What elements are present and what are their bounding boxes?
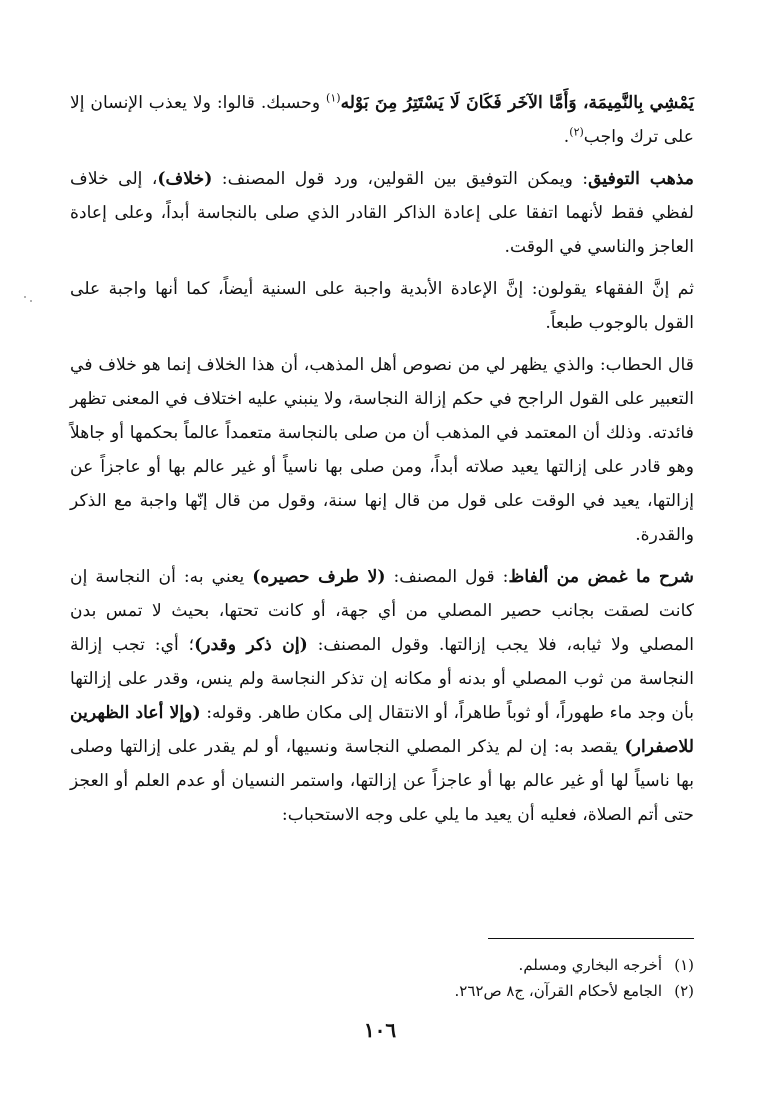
footnote-1-text: أخرجه البخاري ومسلم. [518,956,662,974]
page-number: ١٠٦ [363,1018,397,1042]
footnote-2-text: الجامع لأحكام القرآن، ج٨ ص٢٦٢. [454,982,662,1000]
paragraph-5-text-3: ؛ أي: تجب إزالة النجاسة من ثوب المصلي أو بدنه أو مكانه إن تذكر النجاسة ولم ينس، وقدر على إزالتها بأن وجد ماء طهوراً، أو ثوباً طاهراً، أو الانتقال إلى مكان طاهر. وقوله: [70,635,694,723]
paragraph-2 [70,162,694,264]
footnote-1 [70,952,694,978]
term-dhakar: (إن ذكر وقدر) [194,635,308,655]
footnote-ref-1[interactable]: (١) [326,91,341,105]
footnote-2-number: (٢) [674,982,694,1000]
scan-speck [30,300,32,302]
footnote-ref-2[interactable]: (٢) [569,125,584,139]
paragraph-3: ثم إنَّ الفقهاء يقولون: إنَّ الإعادة الأبدية واجبة على السنية أيضاً، كما أنها واجبة على القول بالوجوب طبعاً. [70,279,694,333]
section-heading-tawfiq: مذهب التوفيق [588,169,694,189]
section-heading-sharh: شرح ما غمض من ألفاظ [508,567,695,587]
main-text [70,86,694,832]
paragraph-5-text-2: يعني به: أن النجاسة إن كانت لصقت بجانب حصير المصلي من أي جهة، أو كانت تحتها، بحيث لا تمس بدن المصلي ولا ثيابه، فلا يجب إزالتها. وقول المصنف: [70,567,694,655]
paragraph-5-text-1: : قول المصنف: [385,567,509,587]
paragraph-5-text-4: يقصد به: إن لم يذكر المصلي النجاسة ونسيها، أو لم يقدر على إزالتها وصلى بها ناسياً لها أو غير عالم بها أو عاجزاً عن إزالتها، واستمر النسيان أو عدم العلم أو العجز حتى أتم الصلاة، فعليه أن يعيد ما يلي على وجه الاستحباب: [70,737,694,825]
paragraph-1 [70,86,694,154]
paragraph-1-text: وحسبك. قالوا: ولا يعذب الإنسان إلا على ترك واجب [70,93,694,147]
paragraph-2-text-2: ، إلى خلاف لفظي فقط لأنهما اتفقا على إعادة الذاكر القادر الذي صلى بالنجاسة أبداً، وعلى إعادة العاجز والناسي في الوقت. [70,169,694,257]
footnote-1-number: (١) [674,956,694,974]
paragraph-5 [70,560,694,832]
footnote-divider [488,938,694,939]
paragraph-4: قال الحطاب: والذي يظهر لي من نصوص أهل المذهب، أن هذا الخلاف إنما هو خلاف في التعبير على القول الراجح في حكم إزالة النجاسة، ولا ينبني عليه اختلاف في المعنى تظهر فائدته. وذلك أن المعتمد في المذهب أن من صلى بالنجاسة متعمداً عالماً بحكمها أو جاهلاً وهو قادر على إزالتها يعيد صلاته أبداً، ومن صلى بها ناسياً أو غير عالم بها أو عاجزاً عن إزالتها، يعيد في الوقت على قول من قال إنها سنة، وقول من قال إنّها واجبة مع الذكر والقدرة. [70,355,694,545]
term-khilaf: (خلاف) [157,169,213,189]
paragraph-2-text-1: : ويمكن التوفيق بين القولين، ورد قول المصنف: [212,169,589,189]
hadith-quote: يَمْشِي بِالنَّمِيمَة، وَأَمَّا الآخَر فَكَانَ لَا يَسْتَتِرُ مِنَ بَوْله [340,93,694,113]
paragraph-1-end: . [563,127,570,147]
footnote-2 [70,978,694,1004]
scan-speck [24,296,26,298]
term-hasir: (لا طرف حصيره) [252,567,386,587]
term-iada: (وإلا أعاد الظهرين للاصفرار) [70,703,694,757]
footnotes [70,952,694,1004]
